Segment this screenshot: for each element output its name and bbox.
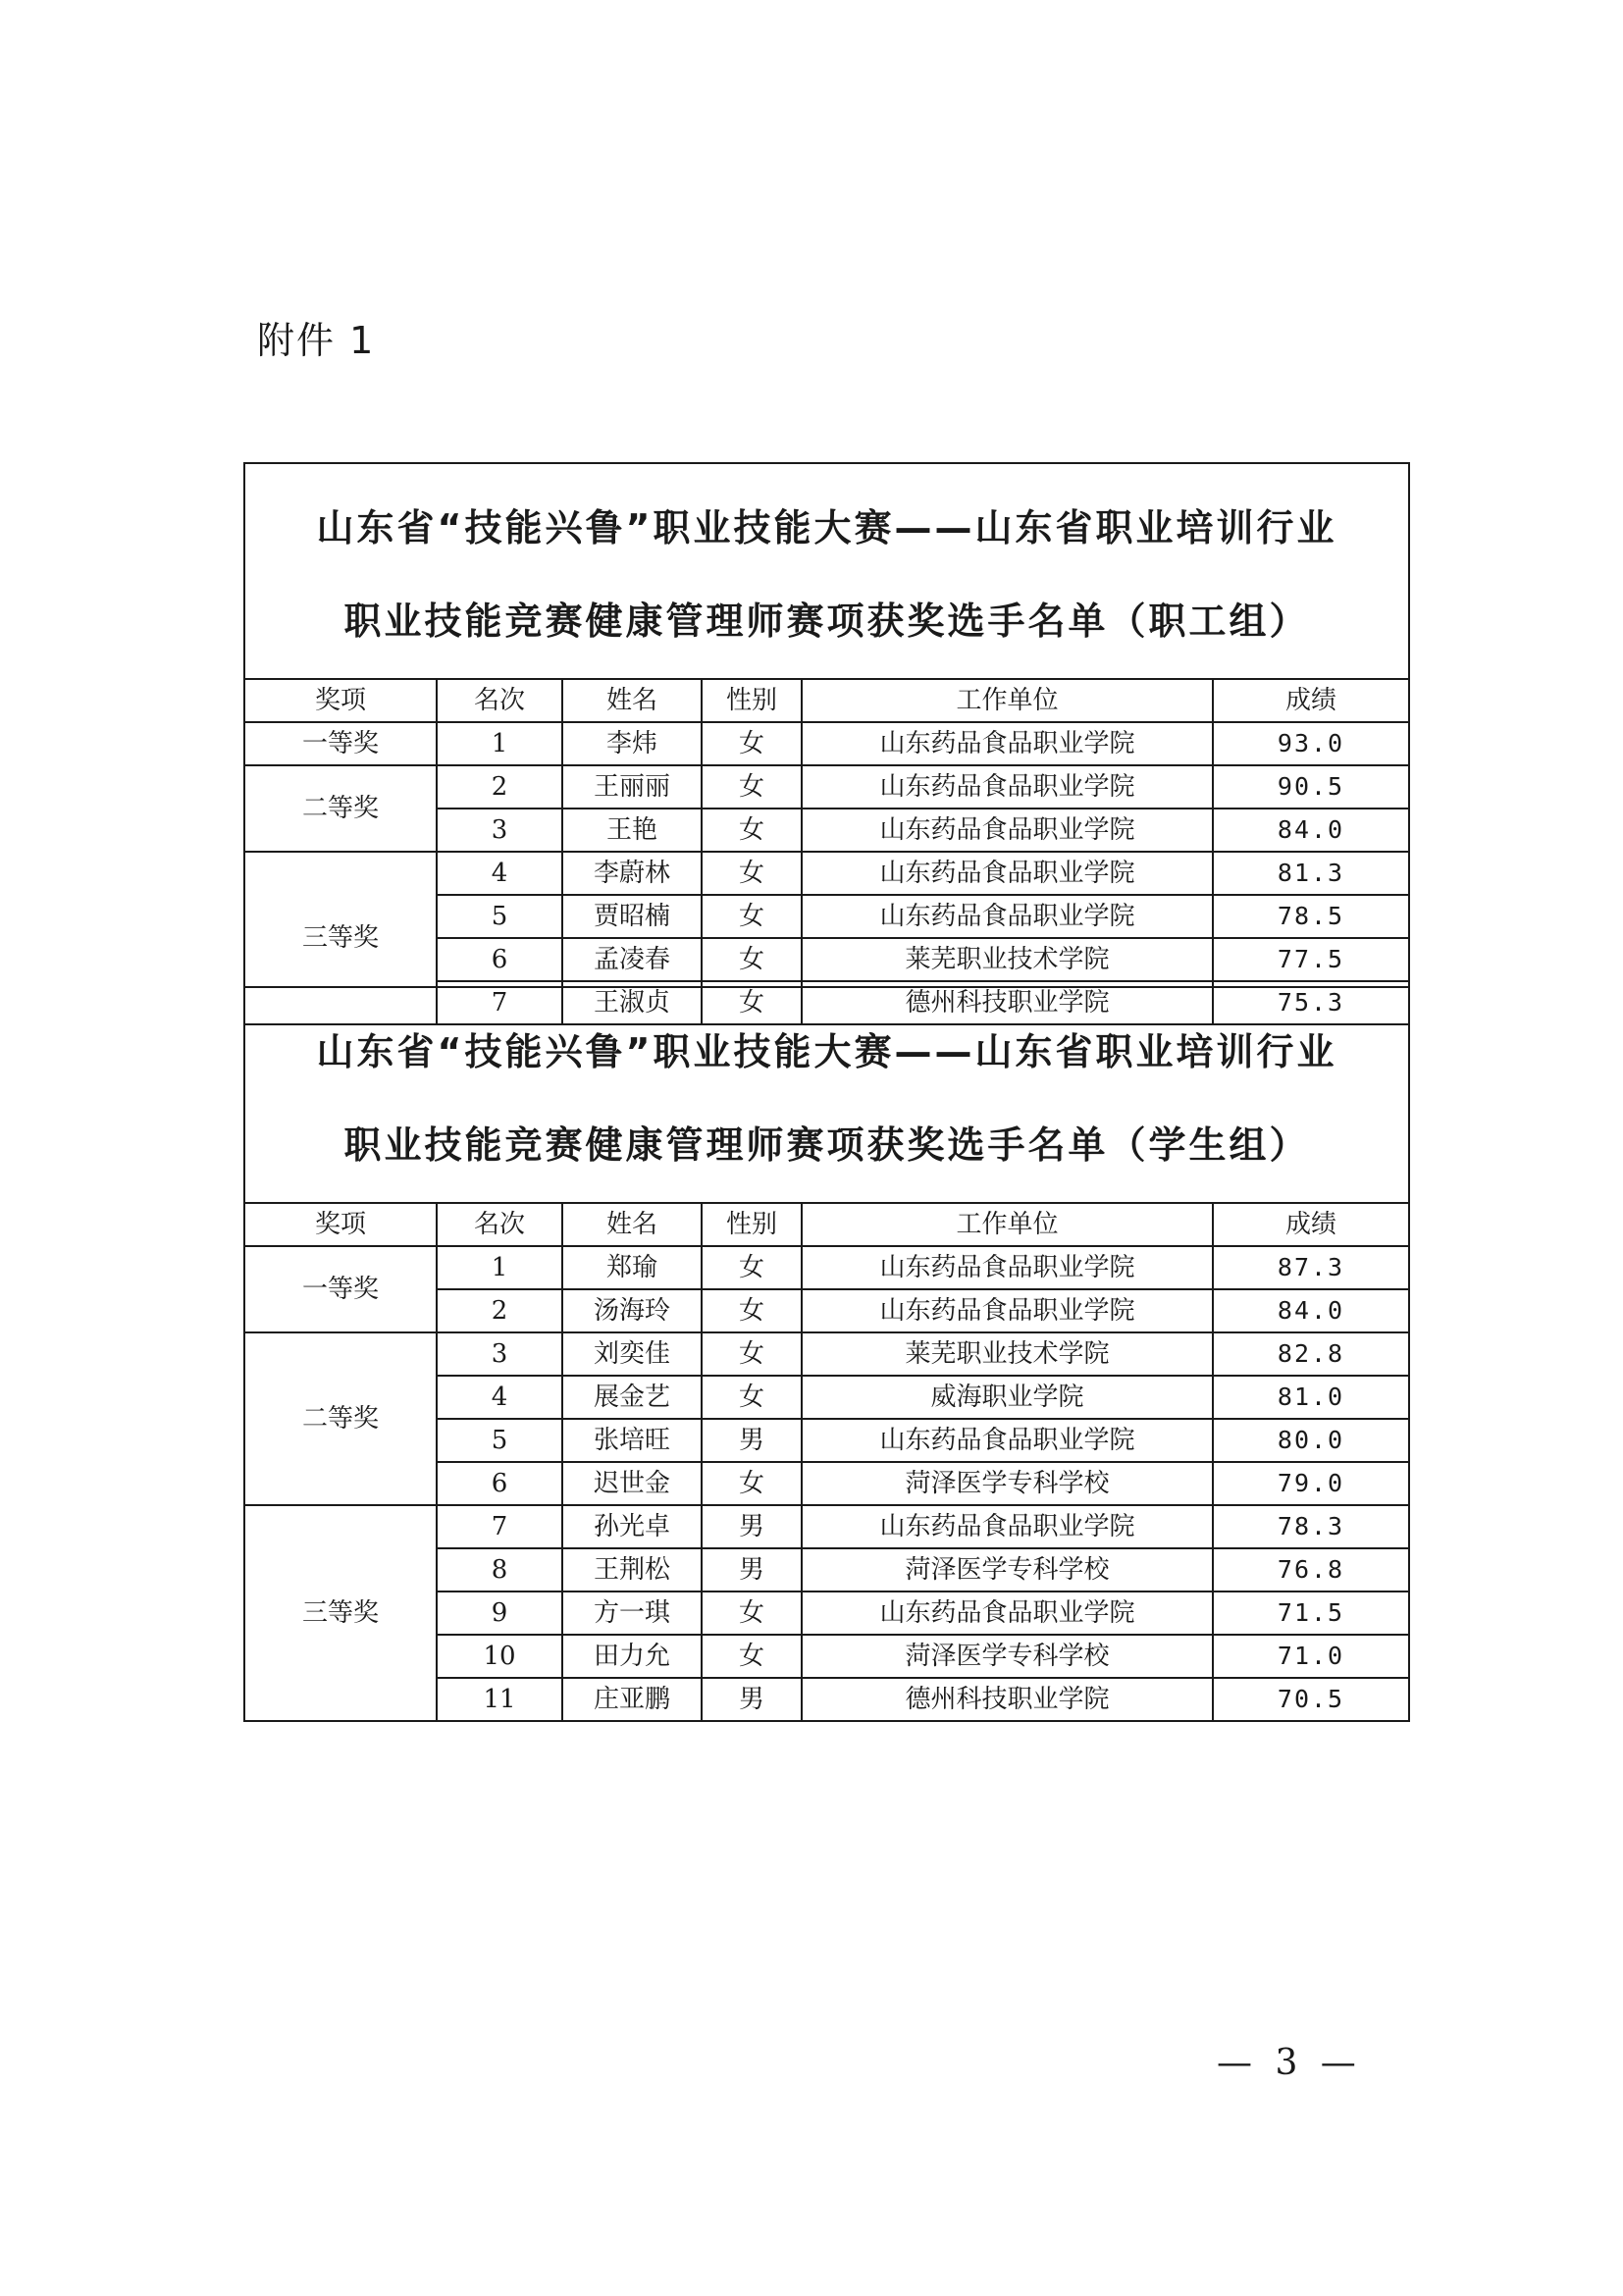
table-title <box>244 987 1409 1203</box>
unit-cell: 山东药品食品职业学院 <box>802 1246 1213 1289</box>
unit-cell: 菏泽医学专科学校 <box>802 1635 1213 1678</box>
gender-cell: 女 <box>702 1332 802 1376</box>
unit-cell: 山东药品食品职业学院 <box>802 1289 1213 1332</box>
award-table-staff <box>243 462 1410 1025</box>
award-cell: 二等奖 <box>244 1332 437 1505</box>
rank-cell: 3 <box>437 809 562 852</box>
name-cell: 田力允 <box>562 1635 702 1678</box>
header-row <box>244 679 1409 722</box>
score-cell: 75.3 <box>1213 981 1409 1024</box>
table-title <box>244 463 1409 679</box>
rank-cell: 6 <box>437 938 562 981</box>
award-table-student <box>243 986 1410 1722</box>
header-name: 姓名 <box>562 1203 702 1246</box>
name-cell: 王丽丽 <box>562 765 702 809</box>
rank-cell: 8 <box>437 1548 562 1592</box>
name-cell: 孙光卓 <box>562 1505 702 1548</box>
score-cell: 90.5 <box>1213 765 1409 809</box>
table-row <box>244 1246 1409 1289</box>
rank-cell: 4 <box>437 1376 562 1419</box>
rank-cell: 11 <box>437 1678 562 1721</box>
name-cell: 孟凌春 <box>562 938 702 981</box>
gender-cell: 女 <box>702 981 802 1024</box>
score-cell: 76.8 <box>1213 1548 1409 1592</box>
page-number: — 3 — <box>1217 2043 1362 2083</box>
unit-cell: 山东药品食品职业学院 <box>802 765 1213 809</box>
award-cell: 一等奖 <box>244 722 437 765</box>
header-unit: 工作单位 <box>802 1203 1213 1246</box>
gender-cell: 男 <box>702 1505 802 1548</box>
unit-cell: 德州科技职业学院 <box>802 1678 1213 1721</box>
header-name: 姓名 <box>562 679 702 722</box>
gender-cell: 女 <box>702 722 802 765</box>
table-row <box>244 765 1409 809</box>
table-title-line-1: 山东省“技能兴鲁”职业技能大赛——山东省职业培训行业 <box>316 506 1337 549</box>
gender-cell: 女 <box>702 852 802 895</box>
score-cell: 77.5 <box>1213 938 1409 981</box>
gender-cell: 男 <box>702 1419 802 1462</box>
unit-cell: 德州科技职业学院 <box>802 981 1213 1024</box>
rank-cell: 4 <box>437 852 562 895</box>
award-cell: 三等奖 <box>244 852 437 1024</box>
gender-cell: 男 <box>702 1678 802 1721</box>
gender-cell: 男 <box>702 1548 802 1592</box>
name-cell: 贾昭楠 <box>562 895 702 938</box>
rank-cell: 1 <box>437 1246 562 1289</box>
header-score: 成绩 <box>1213 1203 1409 1246</box>
gender-cell: 女 <box>702 1246 802 1289</box>
gender-cell: 女 <box>702 1376 802 1419</box>
table-title-line-1: 山东省“技能兴鲁”职业技能大赛——山东省职业培训行业 <box>316 1030 1337 1073</box>
score-cell: 71.0 <box>1213 1635 1409 1678</box>
table-body <box>244 1246 1409 1721</box>
header-award: 奖项 <box>244 679 437 722</box>
gender-cell: 女 <box>702 765 802 809</box>
table-row <box>244 1505 1409 1548</box>
rank-cell: 7 <box>437 1505 562 1548</box>
award-cell: 一等奖 <box>244 1246 437 1332</box>
name-cell: 刘奕佳 <box>562 1332 702 1376</box>
award-cell: 二等奖 <box>244 765 437 852</box>
table-row <box>244 1332 1409 1376</box>
header-gender: 性别 <box>702 679 802 722</box>
score-cell: 84.0 <box>1213 809 1409 852</box>
header-rank: 名次 <box>437 1203 562 1246</box>
gender-cell: 女 <box>702 1592 802 1635</box>
unit-cell: 莱芜职业技术学院 <box>802 1332 1213 1376</box>
rank-cell: 1 <box>437 722 562 765</box>
score-cell: 80.0 <box>1213 1419 1409 1462</box>
score-cell: 78.5 <box>1213 895 1409 938</box>
unit-cell: 山东药品食品职业学院 <box>802 809 1213 852</box>
name-cell: 王淑贞 <box>562 981 702 1024</box>
gender-cell: 女 <box>702 809 802 852</box>
score-cell: 71.5 <box>1213 1592 1409 1635</box>
table-body <box>244 722 1409 1024</box>
header-score: 成绩 <box>1213 679 1409 722</box>
gender-cell: 女 <box>702 1289 802 1332</box>
unit-cell: 莱芜职业技术学院 <box>802 938 1213 981</box>
rank-cell: 9 <box>437 1592 562 1635</box>
score-cell: 81.3 <box>1213 852 1409 895</box>
rank-cell: 3 <box>437 1332 562 1376</box>
unit-cell: 山东药品食品职业学院 <box>802 852 1213 895</box>
rank-cell: 10 <box>437 1635 562 1678</box>
gender-cell: 女 <box>702 938 802 981</box>
unit-cell: 山东药品食品职业学院 <box>802 895 1213 938</box>
unit-cell: 菏泽医学专科学校 <box>802 1462 1213 1505</box>
score-cell: 84.0 <box>1213 1289 1409 1332</box>
name-cell: 张培旺 <box>562 1419 702 1462</box>
gender-cell: 女 <box>702 1635 802 1678</box>
rank-cell: 7 <box>437 981 562 1024</box>
score-cell: 82.8 <box>1213 1332 1409 1376</box>
table-row <box>244 722 1409 765</box>
unit-cell: 山东药品食品职业学院 <box>802 1419 1213 1462</box>
name-cell: 汤海玲 <box>562 1289 702 1332</box>
unit-cell: 菏泽医学专科学校 <box>802 1548 1213 1592</box>
table-title-line-2: 职业技能竞赛健康管理师赛项获奖选手名单（学生组） <box>343 1123 1310 1167</box>
table-title-line-2: 职业技能竞赛健康管理师赛项获奖选手名单（职工组） <box>343 600 1310 643</box>
award-cell: 三等奖 <box>244 1505 437 1721</box>
rank-cell: 2 <box>437 1289 562 1332</box>
rank-cell: 5 <box>437 1419 562 1462</box>
name-cell: 李蔚林 <box>562 852 702 895</box>
name-cell: 方一琪 <box>562 1592 702 1635</box>
rank-cell: 2 <box>437 765 562 809</box>
name-cell: 庄亚鹏 <box>562 1678 702 1721</box>
header-rank: 名次 <box>437 679 562 722</box>
gender-cell: 女 <box>702 895 802 938</box>
table-row <box>244 852 1409 895</box>
unit-cell: 山东药品食品职业学院 <box>802 1505 1213 1548</box>
score-cell: 70.5 <box>1213 1678 1409 1721</box>
unit-cell: 山东药品食品职业学院 <box>802 1592 1213 1635</box>
unit-cell: 威海职业学院 <box>802 1376 1213 1419</box>
name-cell: 王荆松 <box>562 1548 702 1592</box>
score-cell: 79.0 <box>1213 1462 1409 1505</box>
header-award: 奖项 <box>244 1203 437 1246</box>
name-cell: 迟世金 <box>562 1462 702 1505</box>
gender-cell: 女 <box>702 1462 802 1505</box>
score-cell: 81.0 <box>1213 1376 1409 1419</box>
score-cell: 78.3 <box>1213 1505 1409 1548</box>
name-cell: 王艳 <box>562 809 702 852</box>
name-cell: 李炜 <box>562 722 702 765</box>
rank-cell: 5 <box>437 895 562 938</box>
header-unit: 工作单位 <box>802 679 1213 722</box>
score-cell: 87.3 <box>1213 1246 1409 1289</box>
attachment-label: 附件 1 <box>257 319 376 362</box>
header-row <box>244 1203 1409 1246</box>
name-cell: 展金艺 <box>562 1376 702 1419</box>
score-cell: 93.0 <box>1213 722 1409 765</box>
rank-cell: 6 <box>437 1462 562 1505</box>
unit-cell: 山东药品食品职业学院 <box>802 722 1213 765</box>
name-cell: 郑瑜 <box>562 1246 702 1289</box>
header-gender: 性别 <box>702 1203 802 1246</box>
